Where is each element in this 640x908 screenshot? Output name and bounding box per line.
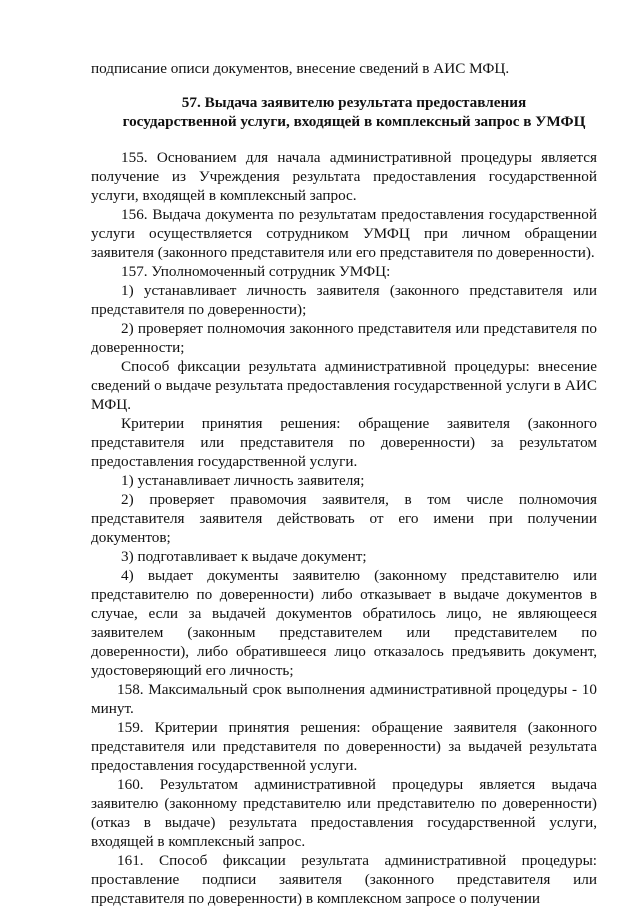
paragraph-list-item-1: 1) устанавливает личность заявителя;: [121, 472, 365, 489]
section-heading-line-1: 57. Выдача заявителю результата предоставления: [181, 94, 527, 111]
paragraph-157-item-1: 1) устанавливает личность заявителя (законного представителя или представителя по доверенности);: [91, 282, 597, 318]
paragraph-158: 158. Максимальный срок выполнения административной процедуры - 10 минут.: [91, 681, 597, 717]
lead-line: подписание описи документов, внесение сведений в АИС МФЦ.: [91, 60, 510, 77]
paragraph-161: 161. Способ фиксации результата административной процедуры: проставление подписи заявителя (законного представителя или представителя по доверенности) в комплексном запросе о получении: [91, 852, 597, 907]
paragraph-list-item-3: 3) подготавливает к выдаче документ;: [121, 548, 367, 565]
paragraph-fixation-method: Способ фиксации результата административной процедуры: внесение сведений о выдаче результата предоставления государственной услуги в АИС МФЦ.: [91, 358, 597, 413]
paragraph-159: 159. Критерии принятия решения: обращение заявителя (законного представителя или представителя по доверенности) за выдачей результата предоставления государственной услуги.: [91, 719, 597, 774]
paragraph-160: 160. Результатом административной процедуры является выдача заявителю (законному представителю или представителю по доверенности) (отказ в выдаче) результата предоставления государственной услуги, входящей в комплексный запрос.: [91, 776, 597, 850]
section-heading: [91, 93, 597, 131]
paragraph-list-item-2: 2) проверяет правомочия заявителя, в том числе полномочия представителя заявителя действовать от его имени при получении документов;: [91, 491, 597, 546]
paragraph-156: 156. Выдача документа по результатам предоставления государственной услуги осуществляется сотрудником УМФЦ при личном обращении заявителя (законного представителя или его представителя по доверенности).: [91, 206, 597, 261]
section-heading-line-2: государственной услуги, входящей в комплексный запрос в УМФЦ: [122, 113, 586, 130]
paragraph-decision-criteria: Критерии принятия решения: обращение заявителя (законного представителя или представителя по доверенности) за результатом предоставления государственной услуги.: [91, 415, 597, 470]
paragraph-157-item-2: 2) проверяет полномочия законного представителя или представителя по доверенности;: [91, 320, 597, 356]
paragraph-157: 157. Уполномоченный сотрудник УМФЦ:: [121, 263, 391, 280]
document-page: [91, 59, 597, 908]
paragraph-155: 155. Основанием для начала административной процедуры является получение из Учреждения результата предоставления государственной услуги, входящей в комплексный запрос.: [91, 149, 597, 204]
paragraph-list-item-4: 4) выдает документы заявителю (законному представителю или представителю по доверенности) либо отказывает в выдаче документов в случае, если за выдачей документов обратилось лицо, не являющееся заявителем (законным представителем или представителем по доверенности), либо обратившееся лицо отказалось предъявить документ, удостоверяющий его личность;: [91, 567, 597, 679]
